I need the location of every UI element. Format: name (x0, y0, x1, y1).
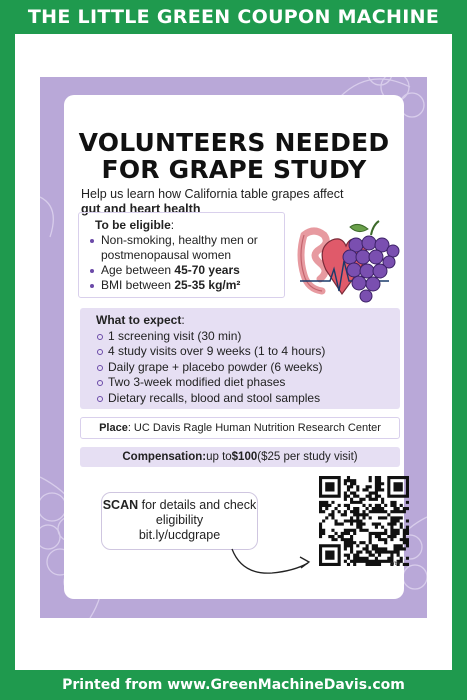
expect-title: What to expect: (96, 313, 185, 327)
place-label: Place (99, 422, 128, 434)
eligibility-item: Non-smoking, healthy men or postmenopausal women (89, 233, 278, 263)
subtitle-emphasis: gut and heart health (81, 202, 201, 216)
gut-heart-grapes-illustration (296, 215, 402, 310)
flyer-headline (64, 129, 404, 183)
place-box (80, 417, 400, 439)
headline-line-2: FOR GRAPE STUDY (101, 155, 367, 184)
coupon-machine-title: THE LITTLE GREEN COUPON MACHINE (27, 6, 440, 28)
printed-from-footer: Printed from www.GreenMachineDavis.com (62, 677, 405, 693)
compensation-label: Compensation: (122, 451, 207, 463)
expect-list (96, 329, 392, 407)
scan-label: SCAN (102, 498, 139, 512)
eligibility-list (89, 233, 278, 293)
expect-item: Dietary recalls, blood and stool samples (96, 391, 392, 407)
expect-item: 1 screening visit (30 min) (96, 329, 392, 345)
expect-item: 4 study visits over 9 weeks (1 to 4 hours) (96, 344, 392, 360)
headline-line-1: VOLUNTEERS NEEDED (78, 128, 390, 157)
qr-caption: bitly (390, 561, 401, 567)
subtitle-line: Help us learn how California table grapes affect (81, 187, 344, 201)
place-value: : UC Davis Ragle Human Nutrition Research Center (127, 422, 381, 434)
compensation-box: Compensation: up to $100 ($25 per study visit) (80, 447, 400, 467)
expect-item: Daily grape + placebo powder (6 weeks) (96, 360, 392, 376)
flyer (40, 77, 427, 618)
arrow-to-qr-icon (228, 545, 318, 581)
compensation-amount: $100 (231, 451, 258, 463)
qr-code-icon[interactable] (319, 476, 409, 566)
eligibility-item: BMI between 25-35 kg/m² (89, 278, 278, 293)
expect-item: Two 3-week modified diet phases (96, 375, 392, 391)
scan-callout: SCAN for details and check eligibility bit.ly/ucdgrape (101, 492, 258, 550)
what-to-expect-panel (80, 308, 400, 409)
study-link[interactable]: bit.ly/ucdgrape (138, 528, 221, 542)
flyer-card (64, 95, 404, 599)
eligibility-box (78, 212, 285, 298)
eligibility-item: Age between 45-70 years (89, 263, 278, 278)
eligibility-title: To be eligible: (95, 218, 175, 232)
